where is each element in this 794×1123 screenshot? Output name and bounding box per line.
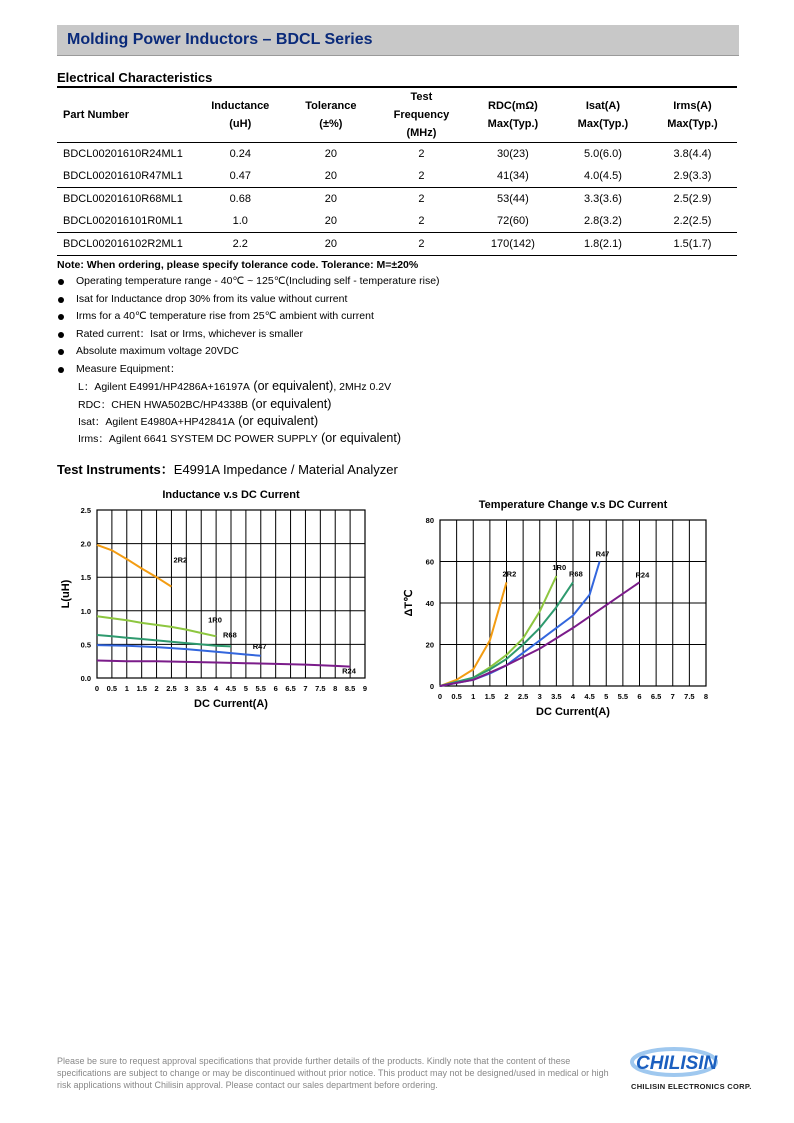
- page-title: Molding Power Inductors – BDCL Series: [67, 31, 373, 48]
- x-tick-label: 6: [637, 692, 642, 701]
- table-cell: 5.0(6.0): [583, 148, 622, 160]
- x-tick-label: 3: [184, 684, 189, 693]
- series-label: 1R0: [552, 563, 567, 573]
- ordering-note: Note: When ordering, please specify tolerance code. Tolerance: M=±20%: [57, 259, 419, 271]
- section-title: Electrical Characteristics: [57, 70, 213, 85]
- x-tick-label: 2.5: [166, 684, 177, 693]
- table-cell: 53(44): [497, 193, 529, 205]
- header-line: (±%): [319, 118, 343, 130]
- y-axis-label: L(uH): [60, 579, 72, 609]
- test-instruments-label: Test Instruments：: [57, 462, 174, 477]
- equipment-line: Irms：Agilent 6641 SYSTEM DC POWER SUPPLY (or equivalent): [78, 431, 401, 445]
- x-tick-label: 7: [303, 684, 308, 693]
- series-line-2r2: [97, 545, 171, 587]
- x-tick-label: 8.5: [344, 684, 356, 693]
- x-tick-label: 5: [243, 684, 248, 693]
- table-cell: 0.47: [229, 170, 251, 182]
- x-tick-label: 5: [604, 692, 609, 701]
- y-axis-label: ΔT℃: [403, 589, 415, 617]
- table-cell: 2: [418, 238, 425, 250]
- header-line: Isat(A): [585, 100, 621, 112]
- part-number-cell: BDCL00201610R24ML1: [63, 148, 183, 160]
- series-label: 1R0: [208, 615, 222, 625]
- x-axis-label: DC Current(A): [194, 698, 268, 710]
- series-label: R24: [342, 666, 356, 676]
- header-line: Part Number: [63, 109, 130, 121]
- x-tick-label: 7: [670, 692, 675, 701]
- equipment-line: Isat：Agilent E4980A+HP42841A (or equivalent): [78, 414, 319, 428]
- header-line: Max(Typ.): [487, 118, 539, 130]
- header-line: Max(Typ.): [577, 118, 629, 130]
- x-tick-label: 4: [214, 684, 219, 693]
- x-tick-label: 4.5: [584, 692, 595, 701]
- x-tick-label: 3.5: [196, 684, 207, 693]
- header-line: Tolerance: [305, 100, 357, 112]
- header-line: (MHz): [406, 127, 437, 139]
- y-tick-label: 0.5: [80, 640, 91, 650]
- list-item: Measure Equipment：: [57, 361, 440, 379]
- series-label: 2R2: [502, 569, 517, 579]
- chart-title: Temperature Change v.s DC Current: [478, 499, 668, 511]
- x-tick-label: 8: [703, 692, 709, 701]
- x-tick-label: 1: [124, 684, 129, 693]
- x-tick-label: 2: [504, 692, 509, 701]
- x-tick-label: 0.5: [451, 692, 462, 701]
- list-item: Operating temperature range - 40℃ ~ 125℃(Including self - temperature rise): [57, 273, 440, 291]
- logo-wordmark: CHILISIN: [636, 1053, 718, 1074]
- y-tick-label: 0: [429, 682, 434, 691]
- table-cell: 2.8(3.2): [583, 215, 622, 227]
- company-logo: [626, 1045, 766, 1095]
- footer-disclaimer: Please be sure to request approval specifications that provide further details of the products. Kindly note that the content of these specifications are subject to change or may be discontinued without prior notice. This product may not be designed/used in medical or high risk applications without Chilisin approval. Please contact our sales department before ordering.: [57, 1056, 609, 1090]
- header-line: Frequency: [393, 109, 450, 121]
- series-label: R47: [595, 549, 610, 559]
- series-label: R68: [223, 630, 237, 640]
- x-tick-label: 2: [154, 684, 159, 693]
- table-cell: 30(23): [497, 148, 529, 160]
- table-cell: 20: [324, 215, 337, 227]
- part-number-cell: BDCL00201610R68ML1: [63, 193, 183, 205]
- table-cell: 1.5(1.7): [673, 238, 712, 250]
- table-cell: 41(34): [497, 170, 529, 182]
- table-cell: 3.3(3.6): [583, 193, 622, 205]
- table-cell: 2: [418, 193, 425, 205]
- y-tick-label: 20: [425, 640, 434, 650]
- header-line: RDC(mΩ): [488, 100, 538, 112]
- x-tick-label: 3: [537, 692, 542, 701]
- y-tick-label: 1.5: [80, 573, 91, 583]
- header-line: Test: [410, 91, 433, 103]
- x-tick-label: 7.5: [315, 684, 326, 693]
- table-cell: 20: [324, 193, 337, 205]
- part-number-cell: BDCL00201610R47ML1: [63, 170, 183, 182]
- y-tick-label: 40: [425, 599, 434, 608]
- table-cell: 1.8(2.1): [583, 238, 622, 250]
- test-instruments-value: E4991A Impedance / Material Analyzer: [173, 462, 398, 477]
- series-line-r24: [97, 661, 350, 667]
- list-item: Isat for Inductance drop 30% from its value without current: [57, 291, 440, 309]
- series-label: R24: [635, 570, 650, 580]
- x-tick-label: 0.5: [106, 684, 118, 693]
- header-line: Max(Typ.): [667, 118, 718, 130]
- x-tick-label: 6.5: [650, 692, 662, 701]
- x-tick-label: 6: [273, 684, 278, 693]
- table-cell: 2.2(2.5): [673, 215, 712, 227]
- part-number-cell: BDCL002016102R2ML1: [63, 238, 183, 250]
- equipment-line: RDC：CHEN HWA502BC/HP4338B (or equivalent): [78, 397, 332, 411]
- table-cell: 3.8(4.4): [673, 148, 712, 160]
- table-cell: 20: [324, 238, 337, 250]
- part-number-cell: BDCL002016101R0ML1: [63, 215, 183, 227]
- y-tick-label: 0.0: [80, 674, 91, 683]
- equipment-line: L：Agilent E4991/HP4286A+16197A (or equivalent), 2MHz 0.2V: [78, 379, 392, 393]
- x-tick-label: 3.5: [551, 692, 562, 701]
- table-cell: 2: [418, 170, 425, 182]
- table-cell: 2: [418, 148, 425, 160]
- x-tick-label: 0: [437, 692, 443, 701]
- series-label: R47: [252, 641, 267, 651]
- x-tick-label: 0: [94, 684, 100, 693]
- table-cell: 0.68: [229, 193, 251, 205]
- table-cell: 0.24: [229, 148, 251, 160]
- table-cell: 20: [324, 170, 337, 182]
- y-tick-label: 80: [425, 516, 434, 525]
- series-line-r47: [440, 562, 600, 687]
- y-tick-label: 2.0: [80, 539, 91, 549]
- y-tick-label: 2.5: [80, 506, 91, 515]
- x-tick-label: 1.5: [484, 692, 496, 701]
- temperature-chart-group: [403, 499, 708, 718]
- table-cell: 72(60): [497, 215, 529, 227]
- table-cell: 1.0: [232, 215, 248, 227]
- x-tick-label: 8: [333, 684, 338, 693]
- x-tick-label: 7.5: [684, 692, 695, 701]
- series-label: R68: [569, 569, 583, 579]
- x-tick-label: 6.5: [285, 684, 296, 693]
- table-cell: 4.0(4.5): [583, 170, 622, 182]
- x-tick-label: 1: [471, 692, 476, 701]
- list-item: Irms for a 40℃ temperature rise from 25℃ ambient with current: [57, 308, 440, 326]
- list-item: Absolute maximum voltage 20VDC: [57, 343, 440, 361]
- x-tick-label: 4.5: [225, 684, 237, 693]
- logo-company-name: CHILISIN ELECTRONICS CORP.: [631, 1082, 752, 1091]
- x-tick-label: 9: [362, 684, 368, 693]
- series-line-r47: [97, 645, 261, 656]
- x-tick-label: 2.5: [517, 692, 529, 701]
- series-label: 2R2: [173, 555, 188, 565]
- table-cell: 2.5(2.9): [673, 193, 712, 205]
- table-cell: 2: [418, 215, 425, 227]
- x-axis-label: DC Current(A): [536, 706, 610, 718]
- y-tick-label: 60: [425, 557, 434, 567]
- chart-title: Inductance v.s DC Current: [162, 489, 300, 501]
- x-tick-label: 4: [570, 692, 576, 701]
- inductance-chart-group: [60, 489, 367, 710]
- table-cell: 170(142): [490, 238, 535, 250]
- x-tick-label: 5.5: [255, 684, 266, 693]
- table-cell: 2.9(3.3): [673, 170, 712, 182]
- header-line: Inductance: [211, 100, 270, 112]
- y-tick-label: 1.0: [80, 606, 91, 616]
- table-cell: 20: [324, 148, 337, 160]
- header-line: (uH): [229, 118, 252, 130]
- table-cell: 2.2: [232, 238, 248, 250]
- list-item: Rated current：Isat or Irms, whichever is smaller: [57, 326, 440, 344]
- chilisin-logo-icon: [626, 1045, 766, 1095]
- x-tick-label: 1.5: [136, 684, 147, 693]
- header-line: Irms(A): [673, 100, 712, 112]
- x-tick-label: 5.5: [617, 692, 629, 701]
